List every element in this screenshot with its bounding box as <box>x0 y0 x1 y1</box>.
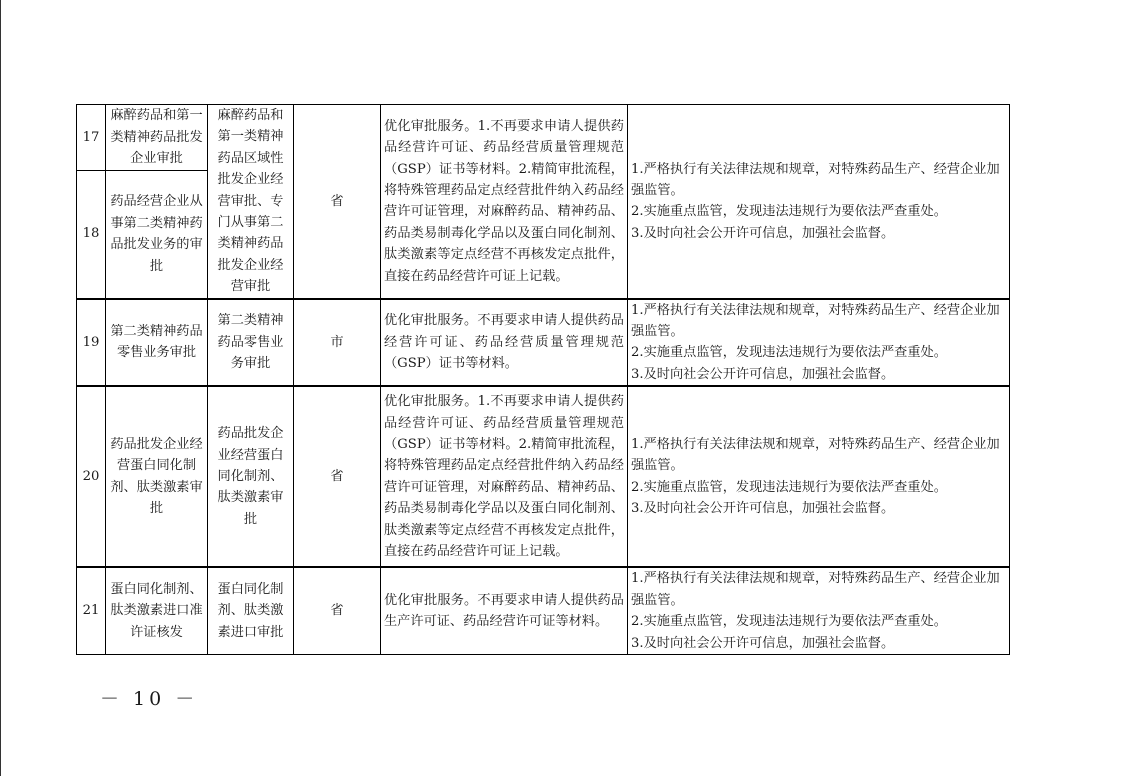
supervision-measures <box>628 105 1010 299</box>
row-number: 18 <box>77 170 106 299</box>
row-number: 21 <box>77 567 106 654</box>
approval-level: 省 <box>294 105 381 299</box>
sub-item: 麻醉药品和第一类精神药品区域性批发企业经营审批、专门从事第二类精神药品批发企业经营审批 <box>208 105 294 299</box>
row-number: 19 <box>77 299 106 387</box>
supervision-line: 3.及时向社会公开许可信息，加强社会监督。 <box>631 366 895 382</box>
row-number: 17 <box>77 105 106 171</box>
approval-item: 蛋白同化制剂、肽类激素进口准许证核发 <box>106 567 208 654</box>
supervision-line: 1.严格执行有关法律法规和规章，对特殊药品生产、经营企业加强监管。 <box>631 571 1000 608</box>
approval-level: 省 <box>294 386 381 567</box>
sub-item: 蛋白同化制剂、肽类激素进口审批 <box>208 567 294 654</box>
approval-item: 药品批发企业经营蛋白同化制剂、肽类激素审批 <box>106 386 208 567</box>
supervision-line: 1.严格执行有关法律法规和规章，对特殊药品生产、经营企业加强监管。 <box>631 161 1000 198</box>
supervision-line: 3.及时向社会公开许可信息，加强社会监督。 <box>631 635 895 651</box>
approval-item: 第二类精神药品零售业务审批 <box>106 299 208 387</box>
table-row <box>77 567 1010 654</box>
reform-measure: 优化审批服务。不再要求申请人提供药品经营许可证、药品经营质量管理规范（GSP）证书等材料。 <box>381 299 628 387</box>
supervision-line: 2.实施重点监管，发现违法违规行为要依法严查重处。 <box>631 345 947 361</box>
supervision-measures <box>628 386 1010 567</box>
supervision-measures <box>628 567 1010 654</box>
items-table <box>76 104 1010 655</box>
reform-measure: 优化审批服务。1.不再要求申请人提供药品经营许可证、药品经营质量管理规范（GSP）证书等材料。2.精简审批流程，将特殊管理药品定点经营批件纳入药品经营许可证管理，对麻醉药品、精神药品、药品类易制毒化学品以及蛋白同化制剂、肽类激素等定点经营不再核发定点批件，直接在药品经营许可证上记载。 <box>381 386 628 567</box>
page-left-border <box>0 0 1 776</box>
table-row <box>77 299 1010 387</box>
supervision-line: 1.严格执行有关法律法规和规章，对特殊药品生产、经营企业加强监管。 <box>631 436 1000 474</box>
supervision-line: 2.实施重点监管，发现违法违规行为要依法严查重处。 <box>631 204 947 220</box>
table-row <box>77 105 1010 171</box>
approval-item: 麻醉药品和第一类精神药品批发企业审批 <box>106 105 208 171</box>
table-row <box>77 386 1010 567</box>
supervision-line: 1.严格执行有关法律法规和规章，对特殊药品生产、经营企业加强监管。 <box>631 302 1000 340</box>
approval-item: 药品经营企业从事第二类精神药品批发业务的审批 <box>106 170 208 299</box>
approval-level: 市 <box>294 299 381 387</box>
supervision-measures <box>628 299 1010 387</box>
supervision-line: 3.及时向社会公开许可信息，加强社会监督。 <box>631 501 895 517</box>
supervision-line: 2.实施重点监管，发现违法违规行为要依法严查重处。 <box>631 479 947 495</box>
supervision-line: 2.实施重点监管，发现违法违规行为要依法严查重处。 <box>631 614 947 630</box>
sub-item: 第二类精神药品零售业务审批 <box>208 299 294 387</box>
sub-item: 药品批发企业经营蛋白同化制剂、肽类激素审批 <box>208 386 294 567</box>
page-number: － 10 － <box>100 688 199 710</box>
supervision-line: 3.及时向社会公开许可信息，加强社会监督。 <box>631 225 895 241</box>
reform-measure: 优化审批服务。1.不再要求申请人提供药品经营许可证、药品经营质量管理规范（GSP）证书等材料。2.精简审批流程，将特殊管理药品定点经营批件纳入药品经营许可证管理，对麻醉药品、精神药品、药品类易制毒化学品以及蛋白同化制剂、肽类激素等定点经营不再核发定点批件，直接在药品经营许可证上记载。 <box>381 105 628 299</box>
approval-level: 省 <box>294 567 381 654</box>
row-number: 20 <box>77 386 106 567</box>
reform-measure: 优化审批服务。不再要求申请人提供药品生产许可证、药品经营许可证等材料。 <box>381 567 628 654</box>
